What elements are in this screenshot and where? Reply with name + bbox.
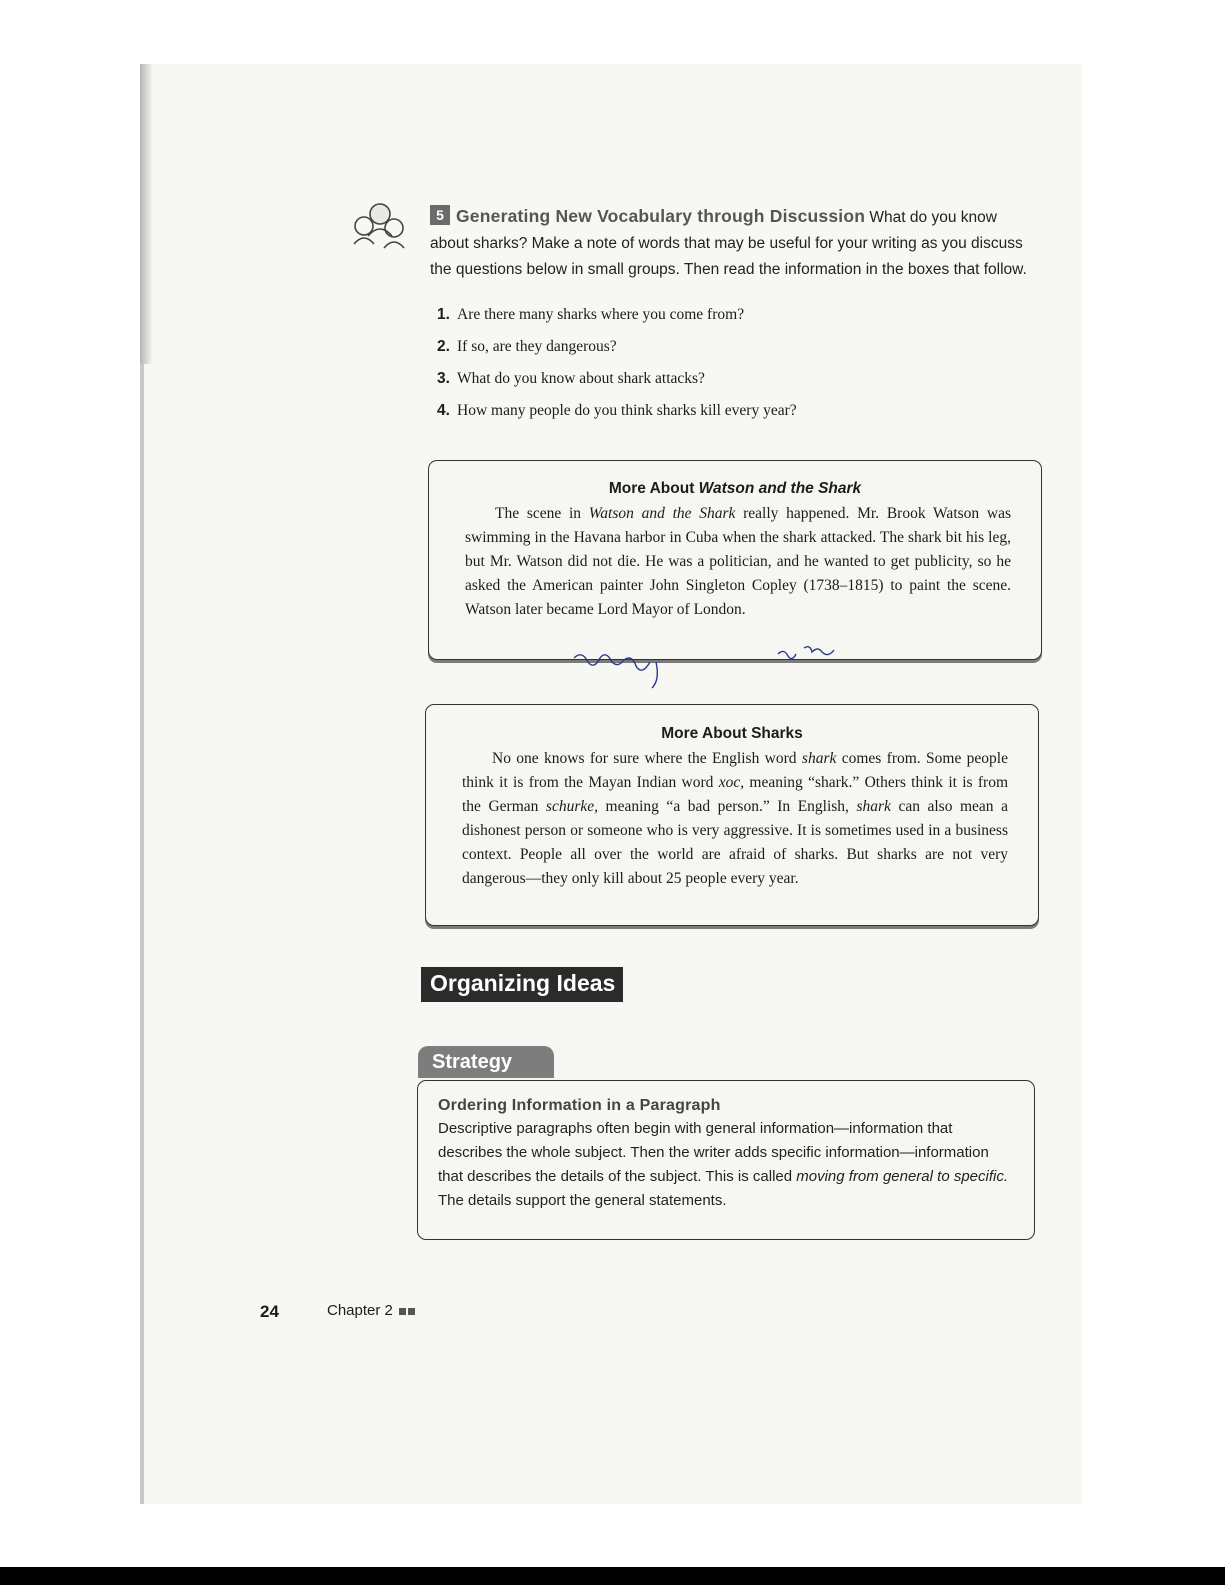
strategy-title: Ordering Information in a Paragraph xyxy=(438,1097,721,1114)
discussion-questions xyxy=(437,302,957,430)
exercise-heading xyxy=(430,203,1040,283)
info-box-title: More About Watson and the Shark xyxy=(608,480,862,497)
info-box-text: No one knows for sure where the English word shark comes from. Some people think it is from the Mayan Indian word xoc, meaning “shark.” Others think it is from the German schurke, meaning “a bad person.” In English, shark can also mean a dishonest person or someone who is very aggressive. It is sometimes used in a business context. People all over the world are afraid of sharks. But sharks are not very dangerous—they only kill about 25 people every year. xyxy=(462,750,1008,887)
info-box-title: More About Sharks xyxy=(661,725,803,742)
strategy-box xyxy=(417,1080,1035,1240)
group-discussion-icon xyxy=(350,200,410,256)
strategy-tab: Strategy xyxy=(418,1046,554,1078)
chapter-marker-icon xyxy=(399,1302,417,1319)
question-item: 2. If so, are they dangerous? xyxy=(437,338,617,355)
question-item: 3. What do you know about shark attacks? xyxy=(437,370,705,387)
exercise-number-badge: 5 xyxy=(430,205,450,225)
exercise-instructions: What do you know about sharks? Make a note of words that may be useful for your writing as you discuss the questions below in small groups. Then read the information in the boxes that follow. xyxy=(430,209,1027,278)
info-box-sharks xyxy=(425,704,1039,926)
question-item: 1. Are there many sharks where you come from? xyxy=(437,306,745,323)
exercise-title: Generating New Vocabulary through Discussion xyxy=(456,206,866,226)
handwritten-annotation xyxy=(560,636,880,696)
page-binding-shadow xyxy=(140,64,152,364)
info-box-text: The scene in Watson and the Shark really happened. Mr. Brook Watson was swimming in the Havana harbor in Cuba when the shark attacked. The shark bit his leg, but Mr. Watson did not die. He was a politician, and he wanted to get publicity, so he asked the American painter John Singleton Copley (1738–1815) to paint the scene. Watson later became Lord Mayor of London. xyxy=(465,505,1011,618)
strategy-body: Descriptive paragraphs often begin with general information—information that describes the whole subject. Then the writer adds specific information—information that describes the details of the subject. This is called moving from general to specific. The details support the general statements. xyxy=(438,1120,1009,1209)
question-item: 4. How many people do you think sharks kill every year? xyxy=(437,402,797,419)
page-number: 24 xyxy=(260,1302,279,1321)
chapter-label: Chapter 2 xyxy=(327,1302,417,1319)
scan-bottom-border xyxy=(0,1567,1225,1585)
section-heading: Organizing Ideas xyxy=(421,967,623,1002)
info-box-watson xyxy=(428,460,1042,660)
